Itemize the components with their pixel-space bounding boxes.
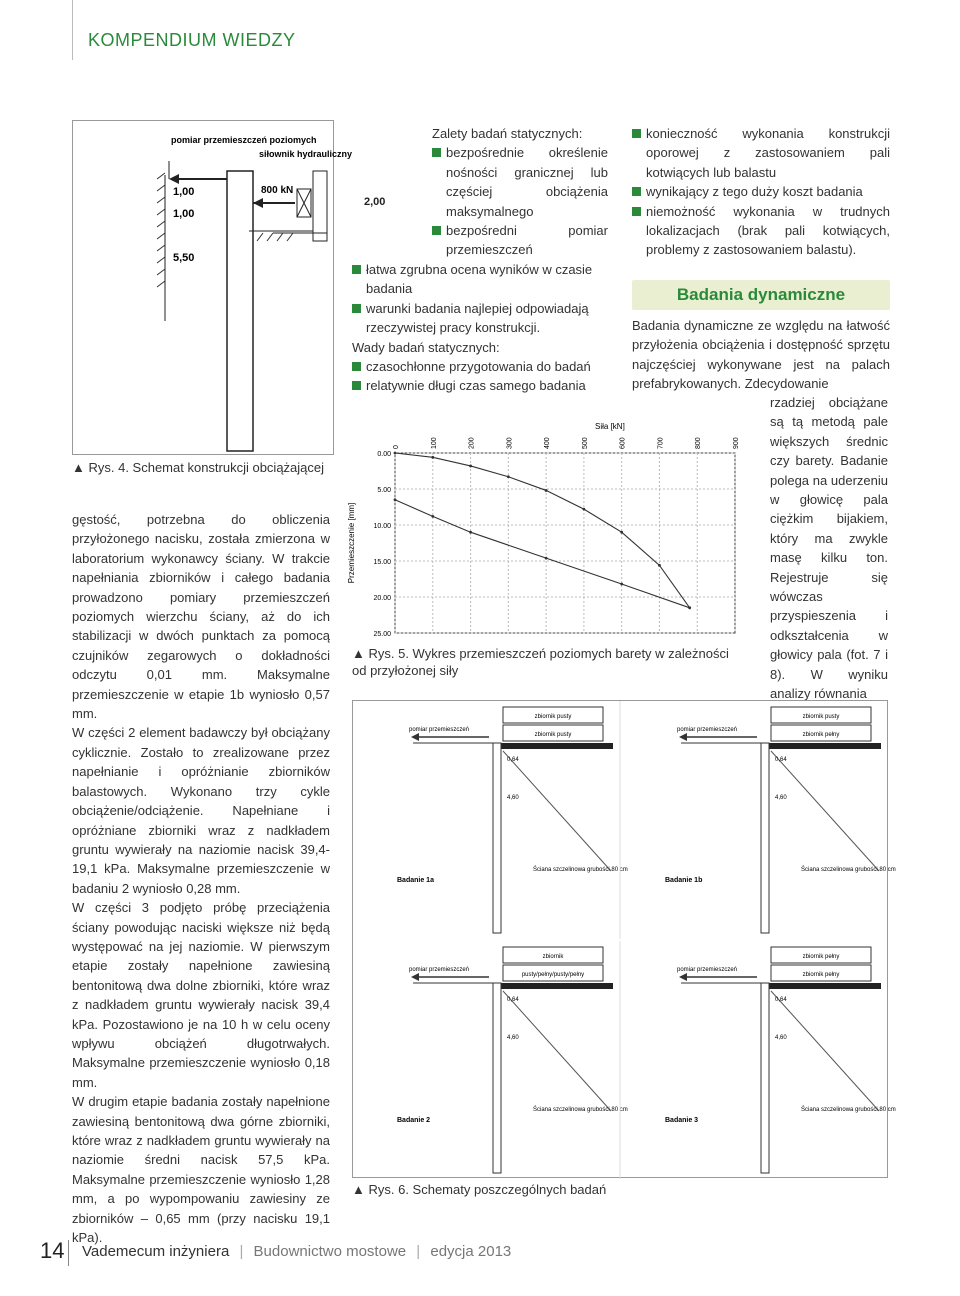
y-tick-label: 0.00 [377, 451, 391, 458]
diaphragm-wall [761, 983, 769, 1173]
left-paragraph-3: W części 3 podjęto próbę przeciążenia ściany powodując naciski większe niż będą występować na jej naziomie. W pierwszym etapie zostały napełnione zawiesiną bentonitową dwa dolne zbiorniki, które wraz z nadkładem gruntu wywierały nacisk 39,4 kPa. Pozostawiono je na 10 h w celu oceny wpływu obciążeń długotrwałych. Maksymalne przemieszczenie wyniosło 0,18 mm. [72, 900, 330, 1090]
diaphragm-wall [761, 743, 769, 933]
arrow-head [679, 733, 687, 741]
data-point [507, 475, 510, 478]
fig4-d2: 1,00 [173, 208, 195, 220]
tank-upper-label: zbiornik [542, 954, 564, 960]
x-tick-label: 900 [733, 437, 740, 449]
dim-top: 0,64 [507, 997, 519, 1003]
measure-label: pomiar przemieszczeń [677, 727, 738, 733]
figure-6 [352, 700, 896, 1178]
data-point [469, 465, 472, 468]
data-point [394, 452, 397, 455]
data-point [620, 531, 623, 534]
x-axis-title: Siła [kN] [595, 422, 625, 431]
data-point [469, 531, 472, 534]
y-tick-label: 25.00 [373, 631, 391, 638]
measure-label: pomiar przemieszczeń [409, 967, 470, 973]
tank-upper-label: zbiornik pusty [802, 714, 840, 720]
x-tick-label: 300 [506, 437, 514, 449]
data-point [545, 557, 548, 560]
data-point [688, 606, 691, 609]
tank-lower-label: zbiornik pusty [534, 732, 572, 738]
wall-label: Ściana szczelinowa grubości 80 cm [533, 867, 628, 873]
x-tick-label: 500 [581, 437, 589, 449]
x-tick-label: 0 [393, 445, 400, 449]
tank-upper-label: zbiornik pusty [534, 714, 572, 720]
wall-label: Ściana szczelinowa grubości 80 cm [801, 867, 896, 873]
y-tick-label: 10.00 [373, 523, 391, 530]
disadvantage-item: czasochłonne przygotowania do badań [352, 357, 610, 376]
footer-rule [68, 1240, 69, 1266]
dim-top: 0,64 [507, 757, 519, 763]
disadvantage-item: konieczność wykonania konstrukcji oporowej z zastosowaniem pali kotwiących lub balastu [632, 124, 890, 182]
advantage-item: bezpośredni pomiar przemieszczeń [432, 221, 608, 260]
diaphragm-wall [493, 983, 501, 1173]
disadvantages-title: Wady badań statycznych: [352, 339, 500, 355]
disadvantage-item: wynikający z tego duży koszt badania [632, 182, 890, 201]
dim-mid: 4,60 [507, 795, 519, 801]
tank-lower-label: zbiornik pełny [802, 972, 840, 978]
panel-title: Badanie 2 [397, 1117, 431, 1124]
figure-6-drawing [353, 701, 896, 1179]
y-tick-label: 15.00 [373, 559, 391, 566]
advantages-list-cont [352, 260, 610, 396]
wall-label: Ściana szczelinowa grubości 80 cm [533, 1107, 628, 1113]
left-paragraph-2: W części 2 element badawczy był obciążany cyklicznie. Zostało to zrealizowane przez napełnianie i opróżnianie zbiorników balastowych. Wykonano trzy cykle obciążenie/odciążenie. Napełniane i opróżniane zbiorniki wraz z nadkładem gruntu wywierały na naziomie nacisk 39,4-19,1 kPa. Maksymalne przemieszczenie w badaniu 2 wyniosło 0,28 mm. [72, 725, 330, 896]
arrow-head [411, 973, 419, 981]
diaphragm-wall [493, 743, 501, 933]
footer-text: Vademecum inżyniera | Budownictwo mostowe | edycja 2013 [82, 1243, 512, 1260]
arrow-head [411, 733, 419, 741]
beam [493, 743, 613, 749]
advantages-list [432, 124, 608, 260]
fig4-label-actuator: siłownik hydrauliczny [259, 149, 353, 159]
data-point [545, 489, 548, 492]
panel-title: Badanie 1b [665, 877, 703, 884]
footer-subtitle: Budownictwo mostowe [253, 1243, 407, 1260]
data-point [658, 564, 661, 567]
footer-title: Vademecum inżyniera [82, 1243, 230, 1260]
beam [761, 983, 881, 989]
x-tick-label: 700 [657, 437, 665, 449]
tank-lower-label: zbiornik pełny [802, 732, 840, 738]
fig4-label-top: pomiar przemieszczeń poziomych [171, 135, 317, 145]
left-paragraph-1: gęstość, potrzebna do obliczenia przyłożonego nacisku, została zmierzona w laboratorium wykonawcy ściany. W trakcie napełniania zbiorników i całego badania prowadzono pomiary przemieszczeń poziomych wierzchu ściany, aż do ich stabilizacji w dwóch punktach za pomocą czujników zegarowych o dokładności odczytu 0,01 mm. Maksymalne przemieszczenie w etapie 1b wyniosło 0,57 mm. [72, 512, 330, 722]
slope-line [503, 991, 611, 1111]
header-rule [72, 0, 73, 60]
y-axis-title: Przemieszczenie [mm] [347, 502, 356, 584]
x-tick-label: 800 [695, 437, 703, 449]
fig4-d4-outer: 2,00 [364, 196, 386, 208]
dynamic-heading-box [632, 280, 890, 310]
dynamic-heading: Badania dynamiczne [676, 285, 846, 304]
measure-label: pomiar przemieszczeń [677, 967, 738, 973]
dim-mid: 4,60 [775, 795, 787, 801]
arrow-head [679, 973, 687, 981]
footer-edition: edycja 2013 [430, 1243, 512, 1260]
data-point [582, 508, 585, 511]
wall-label: Ściana szczelinowa grubości 80 cm [801, 1107, 896, 1113]
right-paragraph-2: rzadziej obciążane są tą metodą pale większych średnic czy barety. Badanie polega na uderzeniu w głowicę pala ciężkim bijakiem, który ma zwykle masę kilku ton. Rejestruje się wówczas przyspieszenia i odkształcenia w głowicy pala (fot. 7 i 8). W wyniku analizy równania [770, 395, 888, 702]
beam [761, 743, 881, 749]
figure-4 [72, 120, 353, 455]
tank-lower-label: pusty/pełny/pusty/pełny [521, 972, 585, 978]
beam [493, 983, 613, 989]
x-tick-label: 100 [430, 437, 438, 449]
data-point [431, 515, 434, 518]
y-tick-label: 20.00 [373, 595, 391, 602]
disadvantage-item: niemożność wykonania w trudnych lokalizacjach (brak pali kotwiących, problemy z zastosowaniem balastu). [632, 202, 890, 260]
dim-mid: 4,60 [775, 1035, 787, 1041]
dim-mid: 4,60 [507, 1035, 519, 1041]
figure-4-drawing [73, 121, 353, 456]
slope-line [771, 991, 879, 1111]
right-bullets [632, 124, 890, 260]
y-tick-label: 5.00 [377, 487, 391, 494]
advantages-title: Zalety badań statycznych: [432, 126, 583, 141]
disadvantage-item: relatywnie długi czas samego badania [352, 376, 610, 395]
dim-top: 0,64 [775, 757, 787, 763]
slope-line [503, 751, 611, 871]
slope-line [771, 751, 879, 871]
left-paragraph-4: W drugim etapie badania zostały napełnione zawiesiną bentonitową dwa górne zbiorniki, które wraz z nadkładem gruntu wywierały na naziomie średni nacisk 57,5 kPa. Maksymalne przemieszczenie wyniosło 1,28 mm, a po wypompowaniu zawiesiny ze zbiorników – 0,65 mm (przy nacisku 19,1 kPa). [72, 1094, 330, 1246]
figure-5 [340, 415, 750, 640]
data-point [620, 583, 623, 586]
x-tick-label: 400 [544, 437, 552, 449]
advantage-item: bezpośrednie określenie nośności granicznej lub częściej obciążenia maksymalnego [432, 143, 608, 221]
advantage-item: warunki badania najlepiej odpowiadają rzeczywistej pracy konstrukcji. [352, 299, 610, 338]
figure-4-caption: ▲ Rys. 4. Schemat konstrukcji obciążającej [72, 460, 325, 475]
data-point [431, 456, 434, 459]
fig4-d1: 1,00 [173, 186, 195, 198]
fig4-d3: 5,50 [173, 252, 195, 264]
left-column [72, 510, 330, 1247]
tank-upper-label: zbiornik pełny [802, 954, 840, 960]
figure-5-caption: ▲ Rys. 5. Wykres przemieszczeń poziomych barety w zależności od przyłożonej siły [352, 646, 729, 678]
data-point [394, 498, 397, 501]
dim-top: 0,64 [775, 997, 787, 1003]
x-tick-label: 600 [619, 437, 627, 449]
fig4-force: 800 kN [261, 185, 294, 196]
measure-label: pomiar przemieszczeń [409, 727, 470, 733]
panel-title: Badanie 3 [665, 1117, 699, 1124]
figure-5-chart [340, 415, 750, 640]
panel-title: Badanie 1a [397, 877, 434, 884]
section-title: KOMPENDIUM WIEDZY [88, 30, 296, 50]
right-paragraph-1: Badania dynamiczne ze względu na łatwość przyłożenia obciążenia i dostępność sprzętu najczęściej wykonywane jest na palach prefabrykowanych. Zdecydowanie [632, 318, 890, 392]
advantage-item: łatwa zgrubna ocena wyników w czasie badania [352, 260, 610, 299]
page-number: 14 [40, 1238, 65, 1263]
figure-6-caption: ▲ Rys. 6. Schematy poszczególnych badań [352, 1182, 607, 1197]
x-tick-label: 200 [468, 437, 476, 449]
